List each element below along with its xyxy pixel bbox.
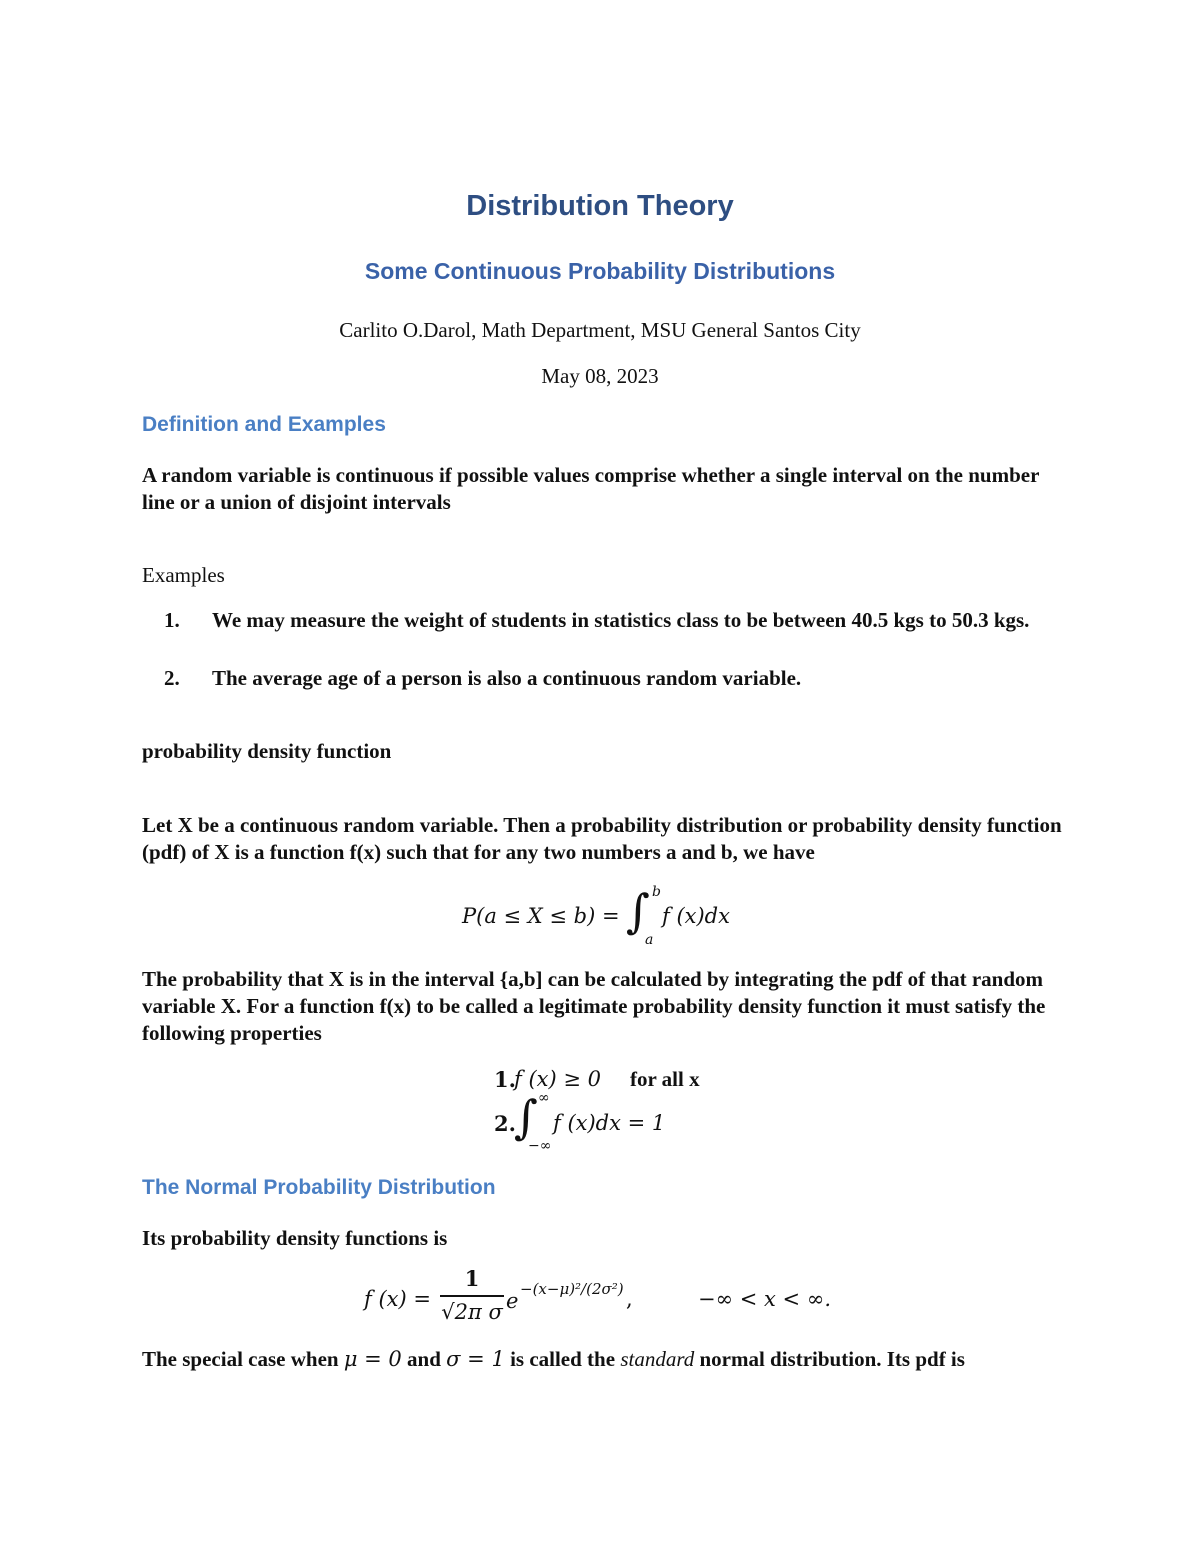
normal-intro-text: Its probability density functions is bbox=[142, 1226, 448, 1250]
heading-normal-distribution: The Normal Probability Distribution bbox=[142, 1176, 496, 1199]
list-number: 1. bbox=[164, 608, 180, 632]
integral-sign: ∫ bbox=[514, 1090, 538, 1144]
integral-sign: ∫ bbox=[626, 884, 650, 938]
formula-fraction bbox=[440, 1266, 504, 1324]
examples-label: Examples bbox=[142, 563, 225, 587]
formula-lhs: f (x) = bbox=[364, 1287, 431, 1311]
standard-normal-text bbox=[142, 1346, 1072, 1373]
text-fragment: normal distribution. Its pdf is bbox=[694, 1347, 965, 1371]
formula-comma: , bbox=[626, 1287, 633, 1311]
mu-equals-zero: μ = 0 bbox=[343, 1347, 402, 1371]
property-note: for all x bbox=[630, 1067, 700, 1091]
text-fragment: is called the bbox=[504, 1347, 621, 1371]
exponential-base: e bbox=[506, 1289, 519, 1313]
fraction-denominator: √2π σ bbox=[441, 1300, 503, 1324]
integral-upper-limit: b bbox=[652, 884, 661, 900]
sigma-equals-one: σ = 1 bbox=[446, 1347, 505, 1371]
integral-lower-limit: a bbox=[645, 932, 654, 948]
fraction-bar bbox=[440, 1295, 504, 1297]
formula-range: −∞ < x < ∞. bbox=[698, 1287, 831, 1311]
emphasis-standard: standard bbox=[620, 1347, 695, 1371]
integral-upper-limit: ∞ bbox=[538, 1090, 550, 1106]
list-text: The average age of a person is also a continuous random variable. bbox=[212, 666, 802, 690]
text-fragment: The special case when bbox=[142, 1347, 344, 1371]
date-line: May 08, 2023 bbox=[541, 364, 659, 388]
property-number: 1. bbox=[494, 1067, 516, 1092]
property-expression: f (x) ≥ 0 bbox=[514, 1067, 601, 1091]
heading-pdf: probability density function bbox=[142, 739, 392, 763]
page-subtitle: Some Continuous Probability Distributions bbox=[364, 258, 836, 284]
list-number: 2. bbox=[164, 666, 180, 690]
pdf-explanation-text: The probability that X is in the interval {a,b] can be calculated by integrating the pdf of that random variable X. For a function f(x) to be called a legitimate probability density function it must satisfy the following properties bbox=[142, 967, 1046, 1045]
page-title: Distribution Theory bbox=[466, 190, 734, 222]
property-expression: f (x)dx = 1 bbox=[553, 1111, 666, 1135]
author-line: Carlito O.Darol, Math Department, MSU General Santos City bbox=[339, 318, 861, 342]
heading-definition: Definition and Examples bbox=[142, 413, 386, 436]
exponential-power: −(x−μ)²/(2σ²) bbox=[520, 1280, 624, 1298]
text-fragment: and bbox=[401, 1347, 447, 1371]
pdf-definition-text: Let X be a continuous random variable. Then a probability distribution or probability density function (pdf) of X is a function f(x) such that for any two numbers a and b, we have bbox=[142, 813, 1062, 864]
property-number: 2. bbox=[494, 1111, 516, 1136]
fraction-numerator: 1 bbox=[464, 1266, 480, 1291]
integral-integrand: f (x)dx bbox=[662, 904, 730, 928]
definition-text: A random variable is continuous if possible values comprise whether a single interval on the number line or a union of disjoint intervals bbox=[142, 463, 1040, 514]
equation-lhs: P(a ≤ X ≤ b) = bbox=[462, 904, 620, 928]
integral-lower-limit: −∞ bbox=[528, 1138, 552, 1154]
list-text: We may measure the weight of students in statistics class to be between 40.5 kgs to 50.3 kgs. bbox=[212, 608, 1030, 632]
